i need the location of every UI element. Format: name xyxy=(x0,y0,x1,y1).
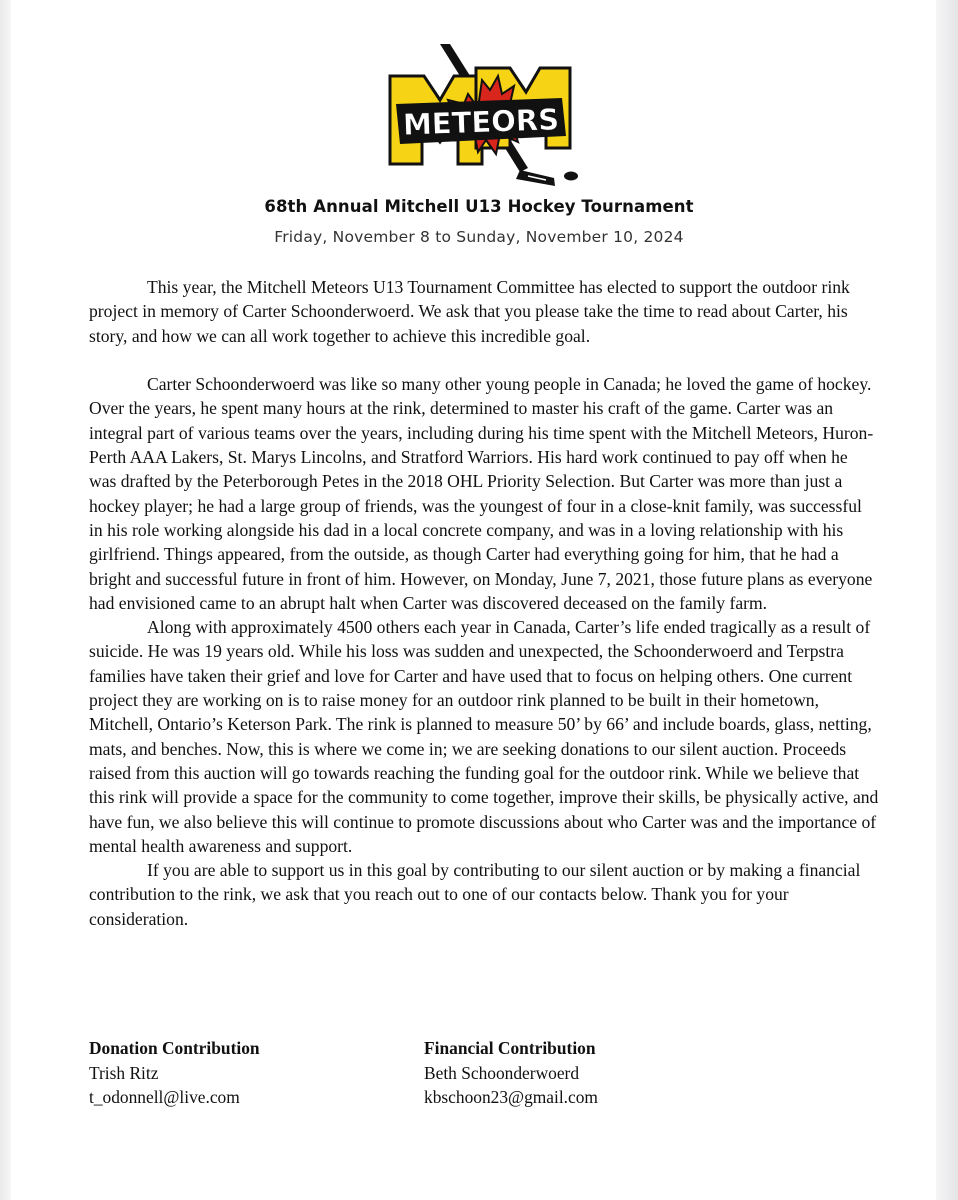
donation-contact-name: Trish Ritz xyxy=(89,1062,159,1083)
donation-contact-email: t_odonnell@live.com xyxy=(89,1087,240,1107)
page-edge-left xyxy=(0,0,11,1200)
letter-body xyxy=(89,275,879,931)
logo-text: METEORS xyxy=(402,102,560,142)
page-title: 68th Annual Mitchell U13 Hockey Tournament xyxy=(264,197,694,216)
financial-contact-name: Beth Schoonderwoerd xyxy=(424,1062,580,1083)
puck-icon xyxy=(564,172,578,181)
paragraph-rink-project: Along with approximately 4500 others each year in Canada, Carter’s life ended tragically as a result of suicide. He was 19 years old. While his loss was sudden and unexpected, the Schoonderwoerd and Terpstra families have taken their grief and love for Carter and have used that to focus on helping others. One current project they are working on is to raise money for an outdoor rink planned to be built in their hometown, Mitchell, Ontario’s Keterson Park. The rink is planned to measure 50’ by 66’ and include boards, glass, netting, mats, and benches. Now, this is where we come in; we are seeking donations to our silent auction. Proceeds raised from this auction will go towards reaching the funding goal for the outdoor rink. While we believe that this rink will provide a space for the community to come together, improve their skills, be physically active, and have fun, we also believe this will continue to promote discussions about who Carter was and the importance of mental health awareness and support. xyxy=(89,617,879,856)
event-dates: Friday, November 8 to Sunday, November 10, 2024 xyxy=(274,228,684,246)
donation-heading: Donation Contribution xyxy=(89,1038,260,1058)
paragraph-carter-story: Carter Schoonderwoerd was like so many other young people in Canada; he loved the game of hockey. Over the years, he spent many hours at the rink, determined to master his craft of the game. Carter was an integral part of various teams over the years, including during his time spent with the Mitchell Meteors, Huron-Perth AAA Lakers, St. Marys Lincolns, and Stratford Warriors. His hard work continued to pay off when he was drafted by the Peterborough Petes in the 2018 OHL Priority Selection. But Carter was more than just a hockey player; he had a large group of friends, was the youngest of four in a close-knit family, was successful in his role working alongside his dad in a local concrete company, and was in a loving relationship with his girlfriend. Things appeared, from the outside, as though Carter had everything going for him, that he had a bright and successful future in front of him. However, on Monday, June 7, 2021, those future plans as everyone had envisioned came to an abrupt halt when Carter was discovered deceased on the family farm. xyxy=(89,374,874,613)
paragraph-call-to-action: If you are able to support us in this goal by contributing to our silent auction or by making a financial contribution to the rink, we ask that you reach out to one of our contacts below. Thank you for your consideration. xyxy=(89,860,861,929)
page-edge-right xyxy=(936,0,958,1200)
meteors-logo xyxy=(378,40,582,190)
financial-contact xyxy=(424,1036,744,1110)
financial-heading: Financial Contribution xyxy=(424,1038,596,1058)
financial-contact-email: kbschoon23@gmail.com xyxy=(424,1087,598,1107)
paragraph-intro: This year, the Mitchell Meteors U13 Tournament Committee has elected to support the outdoor rink project in memory of Carter Schoonderwoerd. We ask that you please take the time to read about Carter, his story, and how we can all work together to achieve this incredible goal. xyxy=(89,277,850,346)
donation-contact xyxy=(89,1036,409,1110)
